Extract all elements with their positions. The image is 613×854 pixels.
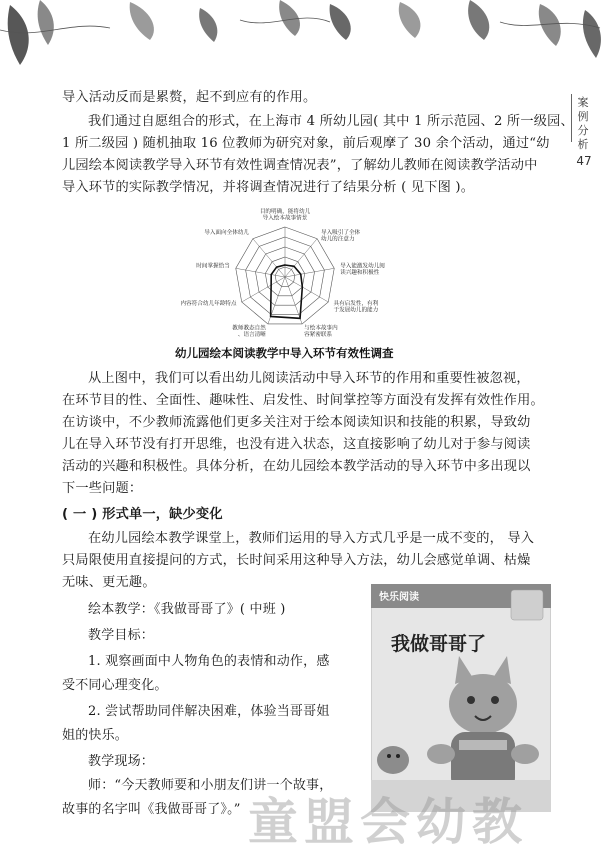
radar-axis-label-5: 与绘本故事内容紧密联系: [304, 325, 338, 339]
radar-axis-label-2: 导入吸引了全体幼儿的注意力: [320, 230, 361, 243]
section-vertical-label: 案例分析: [577, 96, 589, 151]
goal-1-line-2: 受不同心理变化。: [62, 678, 168, 693]
radar-axis-3: [285, 268, 334, 277]
goal-1-line-1: 1. 观察画面中人物角色的表情和动作，感: [88, 654, 330, 669]
paragraph-0: 导入活动反而是累赘，起不到应有的作用。: [62, 90, 317, 105]
paragraph-2-line-1: 从上图中，我们可以看出幼儿阅读活动中导入环节的作用和重要性被忽视，: [88, 371, 530, 386]
radar-axis-label-8: 时间掌握恰当: [196, 263, 230, 270]
radar-axis-label-3: 导入能激发幼儿阅读兴趣和积极性: [340, 263, 385, 276]
book-title: 我做哥哥了: [391, 633, 487, 655]
radar-chart: [175, 205, 425, 343]
radar-axis-4: [285, 277, 328, 302]
radar-axis-9: [253, 239, 285, 277]
radar-axis-2: [285, 239, 317, 277]
leaf-banner: [0, 0, 613, 78]
paragraph-3-line-2: 只局限使用直接提问的方式，长时间采用这种导入方法，幼儿会感觉单调、枯燥: [62, 553, 531, 568]
paragraph-1-line-1: 我们通过自愿组合的形式，在上海市 4 所幼儿园( 其中 1 所示范园、2 所一级园、: [88, 114, 574, 129]
chart-caption: 幼儿园绘本阅读教学中导入环节有效性调查: [175, 346, 394, 360]
watermark: 童盟会幼教: [248, 793, 528, 851]
radar-series-line: [271, 265, 303, 318]
heading-1: ( 一 ) 形式单一，缺少变化: [62, 507, 223, 522]
scene-label: 教学现场：: [88, 754, 155, 769]
radar-axis-label-4: 具有启发性，有利于发展幼儿的能力: [333, 301, 379, 314]
radar-axis-8: [236, 268, 285, 277]
paragraph-3-line-3: 无味、更无趣。: [62, 575, 156, 590]
radar-axis-label-7: 内容符合幼儿年龄特点: [180, 301, 237, 307]
radar-axis-label-1: 目的明确，能将幼儿导入绘本故事情景: [259, 209, 311, 222]
case-title: 绘本教学：《我做哥哥了》( 中班 ): [88, 602, 286, 617]
dialog-line-1: 师：“今天教师要和小朋友们讲一个故事，: [88, 778, 333, 793]
book-cover-image: [371, 584, 551, 812]
paragraph-2-line-2: 在环节目的性、全面性、趣味性、启发性、时间掌控等方面没有发挥有效性作用。: [62, 393, 544, 408]
paragraph-2-line-5: 活动的兴趣和积极性。具体分析，在幼儿园绘本教学活动的导入环节中多出现以: [62, 459, 531, 474]
paragraph-1-line-2: 1 所二级园 ) 随机抽取 16 位教师为研究对象，前后观摩了 30 余个活动，通过“幼: [62, 136, 550, 151]
paragraph-2-line-6: 下一些问题：: [62, 481, 143, 496]
paragraph-2-line-3: 在访谈中，不少教师流露他们更多关注对于绘本阅读知识和技能的积累，导致幼: [62, 415, 531, 430]
page-number: 47: [576, 154, 592, 168]
paragraph-1-line-4: 导入环节的实际教学情况，并将调查情况进行了结果分析 ( 见下图 )。: [62, 180, 475, 195]
goal-2-line-1: 2. 尝试帮助同伴解决困难，体验当哥哥姐: [88, 704, 330, 719]
radar-axis-label-9: 导入面向全体幼儿: [204, 230, 250, 237]
paragraph-3-line-1: 在幼儿园绘本教学课堂上，教师们运用的导入方式几乎是一成不变的， 导入: [88, 531, 535, 546]
goal-label: 教学目标：: [88, 628, 155, 643]
book-series: 快乐阅读: [379, 592, 419, 603]
radar-axis-7: [242, 277, 285, 302]
dialog-line-2: 故事的名字叫《我做哥哥了》。”: [62, 802, 241, 817]
paragraph-2-line-4: 儿在导入环节没有打开思维，也没有进入状态，这直接影响了幼儿对于参与阅读: [62, 437, 531, 452]
goal-2-line-2: 姐的快乐。: [62, 728, 129, 743]
paragraph-1-line-3: 儿园绘本阅读教学导入环节有效性调查情况表”，了解幼儿教师在阅读教学活动中: [62, 158, 538, 173]
radar-axis-label-6: 教师教态自然、语言清晰: [232, 325, 266, 339]
